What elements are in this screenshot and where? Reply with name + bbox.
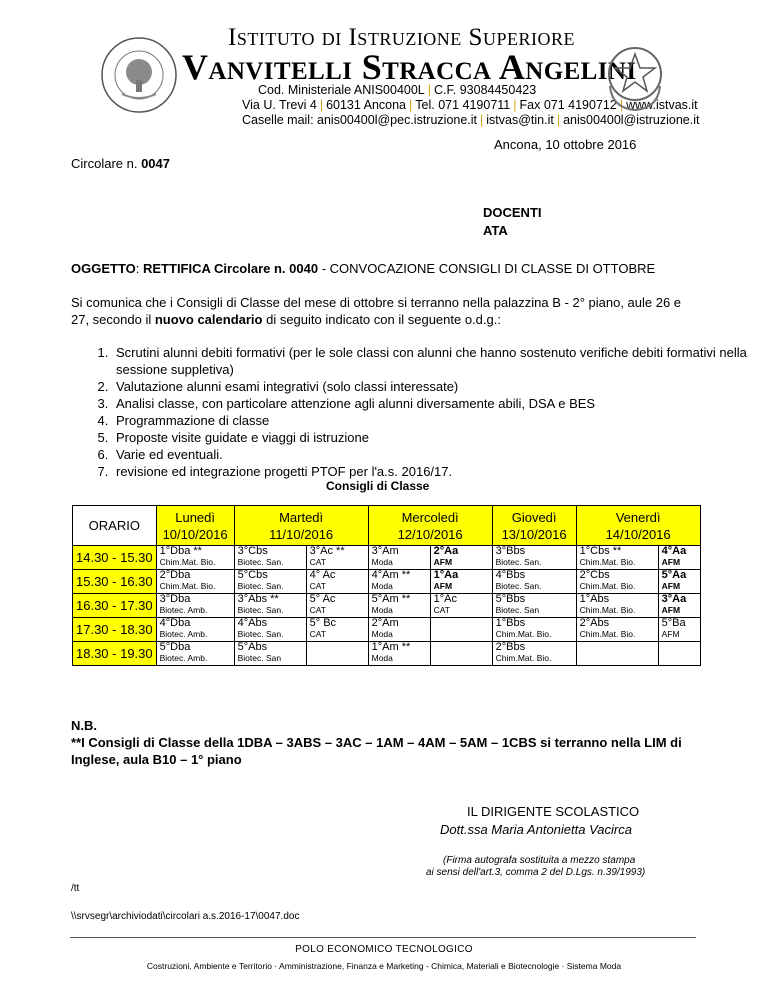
class-section: Chim.Mat. Bio. bbox=[159, 581, 216, 591]
schedule-cell bbox=[492, 618, 576, 642]
class-name: 5°Bbs bbox=[495, 593, 526, 605]
agenda-item: 2. Valutazione alunni esami integrativi (solo classi interessate) bbox=[112, 378, 752, 395]
class-name: 1°Dba ** bbox=[159, 545, 202, 557]
class-section: AFM bbox=[661, 581, 681, 591]
schedule-cell bbox=[234, 570, 306, 594]
codice-fiscale: C.F. 93084450423 bbox=[434, 83, 537, 97]
class-name: 3°Cbs bbox=[237, 545, 268, 557]
class-name: 1°Abs bbox=[579, 593, 610, 605]
class-name: 1°Cbs ** bbox=[579, 545, 622, 557]
day-header-friday bbox=[576, 506, 700, 546]
table-row bbox=[73, 594, 701, 618]
recipient-docenti: DOCENTI bbox=[483, 205, 542, 220]
class-name: 3°Abs ** bbox=[237, 593, 279, 605]
schedule-cell bbox=[234, 594, 306, 618]
schedule-cell bbox=[156, 546, 234, 570]
intro-line-2 bbox=[71, 312, 501, 327]
institute-name: Vanvitelli Stracca Angelini bbox=[182, 47, 637, 87]
initials: /tt bbox=[71, 883, 80, 894]
class-name: 3°Aa bbox=[661, 593, 687, 605]
time-slot: 15.30 - 16.30 bbox=[73, 570, 157, 594]
class-section: Chim.Mat. Bio. bbox=[579, 581, 636, 591]
schedule-cell bbox=[306, 594, 368, 618]
schedule-cell bbox=[492, 594, 576, 618]
footer-title: POLO ECONOMICO TECNOLOGICO bbox=[295, 944, 473, 955]
signature-name: Dott.ssa Maria Antonietta Vacirca bbox=[440, 822, 632, 837]
class-name: 4°Abs bbox=[237, 617, 268, 629]
class-name: 4°Aa bbox=[661, 545, 687, 557]
class-name: 5°Cbs bbox=[237, 569, 268, 581]
address-street: Via U. Trevi 4 bbox=[242, 98, 317, 112]
class-section: Biotec. San. bbox=[237, 581, 284, 591]
class-section: Biotec. Amb. bbox=[159, 653, 208, 663]
class-section: Biotec. Amb. bbox=[159, 605, 208, 615]
class-section: CAT bbox=[309, 557, 326, 567]
class-section: Moda bbox=[371, 629, 393, 639]
intro-line-1: Si comunica che i Consigli di Classe del mese di ottobre si terranno nella palazzina B - 2° piano, aule 26 e bbox=[71, 295, 682, 310]
file-path: \\srvsegr\archiviodati\circolari a.s.2016-17\0047.doc bbox=[71, 911, 300, 922]
schedule-cell bbox=[306, 618, 368, 642]
header-emails: Caselle mail: anis00400l@pec.istruzione.it | istvas@tin.it | anis00400l@istruzione.it bbox=[242, 113, 700, 127]
nb-title: N.B. bbox=[71, 718, 97, 733]
class-name: 1°Bbs bbox=[495, 617, 526, 629]
schedule-cell bbox=[658, 546, 700, 570]
day-date: 10/10/2016 bbox=[162, 526, 228, 542]
schedule-cell bbox=[234, 618, 306, 642]
class-section: Biotec. San bbox=[237, 653, 282, 663]
table-row bbox=[73, 618, 701, 642]
class-name: 5°Abs bbox=[237, 641, 268, 653]
agenda-item: 1. Scrutini alunni debiti formativi (per le sole classi con alunni che hanno sostenuto verifiche debiti formativi nella sessione suppletiva) bbox=[112, 344, 752, 378]
place-date: Ancona, 10 ottobre 2016 bbox=[494, 137, 637, 152]
time-slot: 17.30 - 18.30 bbox=[73, 618, 157, 642]
agenda-list bbox=[80, 344, 752, 480]
day-name: Lunedì bbox=[175, 509, 215, 525]
class-section: AFM bbox=[661, 629, 680, 639]
class-name: 2°Bbs bbox=[495, 641, 526, 653]
class-section: CAT bbox=[433, 605, 450, 615]
subject-sep: : bbox=[135, 261, 143, 276]
class-name: 2°Abs bbox=[579, 617, 610, 629]
day-name: Giovedì bbox=[511, 509, 557, 525]
schedule-cell bbox=[576, 618, 658, 642]
circolare-value: 0047 bbox=[141, 156, 170, 171]
agenda-item: 4. Programmazione di classe bbox=[112, 412, 752, 429]
table-row bbox=[73, 642, 701, 666]
agenda-item: 7. revisione ed integrazione progetti PTOF per l'a.s. 2016/17. bbox=[112, 463, 752, 480]
schedule-cell bbox=[430, 594, 492, 618]
address-tel: Tel. 071 4190711 bbox=[415, 98, 511, 112]
schedule-cell bbox=[430, 546, 492, 570]
class-section: Chim.Mat. Bio. bbox=[579, 629, 636, 639]
footer-item: Amministrazione, Finanza e Marketing - Chimica, Materiali e Biotecnologie bbox=[279, 961, 560, 971]
class-section: CAT bbox=[309, 629, 326, 639]
schedule-cell bbox=[430, 642, 492, 666]
day-date: 12/10/2016 bbox=[397, 526, 463, 542]
class-section: AFM bbox=[433, 557, 453, 567]
class-section: Chim.Mat. Bio. bbox=[159, 557, 216, 567]
schedule-cell bbox=[156, 642, 234, 666]
class-name: 4°Am ** bbox=[371, 569, 411, 581]
class-section: Chim.Mat. Bio. bbox=[495, 653, 552, 663]
circolare-number bbox=[71, 156, 170, 171]
schedule-cell bbox=[156, 594, 234, 618]
schedule-cell bbox=[368, 570, 430, 594]
circolare-label: Circolare n. bbox=[71, 156, 142, 171]
class-name: 3°Am bbox=[371, 545, 399, 557]
schedule-cell bbox=[492, 570, 576, 594]
class-name: 2°Aa bbox=[433, 545, 459, 557]
class-section: Biotec. San. bbox=[495, 581, 542, 591]
schedule-cell bbox=[658, 570, 700, 594]
address-web[interactable]: www.istvas.it bbox=[626, 98, 698, 112]
class-section: AFM bbox=[433, 581, 453, 591]
header-codes: Cod. Ministeriale ANIS00400L | C.F. 93084450423 bbox=[258, 83, 537, 97]
schedule-cell bbox=[306, 546, 368, 570]
class-section: Chim.Mat. Bio. bbox=[495, 629, 552, 639]
recipient-ata: ATA bbox=[483, 223, 508, 238]
subject-rest: - CONVOCAZIONE CONSIGLI DI CLASSE DI OTTOBRE bbox=[318, 261, 656, 276]
signature-note-1: (Firma autografa sostituita a mezzo stampa bbox=[443, 855, 636, 866]
intro-part-a: 27, secondo il bbox=[71, 312, 155, 327]
schedule-cell bbox=[234, 642, 306, 666]
class-section: AFM bbox=[661, 557, 681, 567]
schedule-cell bbox=[658, 594, 700, 618]
nb-line-2: Inglese, aula B10 – 1° piano bbox=[71, 752, 242, 767]
footer-item: Sistema Moda bbox=[566, 961, 622, 971]
class-name: 5°Dba bbox=[159, 641, 191, 653]
class-section: CAT bbox=[309, 581, 326, 591]
schedule-cell bbox=[576, 570, 658, 594]
day-name: Venerdì bbox=[615, 509, 661, 525]
day-header-monday bbox=[156, 506, 234, 546]
class-section: AFM bbox=[661, 605, 681, 615]
intro-new-calendar: nuovo calendario bbox=[154, 312, 263, 327]
class-name: 2°Dba bbox=[159, 569, 191, 581]
italian-republic-emblem-icon bbox=[600, 36, 670, 116]
class-section: Moda bbox=[371, 605, 393, 615]
table-row bbox=[73, 546, 701, 570]
day-date: 14/10/2016 bbox=[605, 526, 671, 542]
subject-rettifica: RETTIFICA Circolare n. 0040 bbox=[143, 261, 319, 276]
time-slot: 18.30 - 19.30 bbox=[73, 642, 157, 666]
class-section: Biotec. Amb. bbox=[159, 629, 208, 639]
class-name: 5°Aa bbox=[661, 569, 687, 581]
email-istruzione[interactable]: anis00400l@istruzione.it bbox=[563, 113, 700, 127]
day-header-tuesday bbox=[234, 506, 368, 546]
class-section: Moda bbox=[371, 653, 393, 663]
day-name: Mercoledì bbox=[401, 509, 459, 525]
class-name: 2°Am bbox=[371, 617, 399, 629]
class-section: Biotec. San bbox=[495, 605, 540, 615]
time-slot: 14.30 - 15.30 bbox=[73, 546, 157, 570]
schedule-cell bbox=[368, 618, 430, 642]
class-section: Biotec. San. bbox=[495, 557, 542, 567]
address-fax: Fax 071 4190712 bbox=[519, 98, 617, 112]
class-name: 4° Ac bbox=[309, 569, 336, 581]
schedule-cell bbox=[234, 546, 306, 570]
address-city: 60131 Ancona bbox=[326, 98, 407, 112]
header-orario: ORARIO bbox=[73, 506, 157, 546]
class-section: Biotec. San. bbox=[237, 605, 284, 615]
agenda-item: 5. Proposte visite guidate e viaggi di istruzione bbox=[112, 429, 752, 446]
schedule-cell bbox=[306, 642, 368, 666]
class-name: 2°Cbs bbox=[579, 569, 610, 581]
class-name: 3°Ac ** bbox=[309, 545, 345, 557]
schedule-cell bbox=[430, 618, 492, 642]
intro-part-c: di seguito indicato con il seguente o.d.g.: bbox=[262, 312, 501, 327]
footer-divider bbox=[70, 937, 696, 938]
schedule-cell bbox=[306, 570, 368, 594]
email-pec[interactable]: Caselle mail: anis00400l@pec.istruzione.it bbox=[242, 113, 478, 127]
schedule-cell bbox=[368, 546, 430, 570]
day-date: 11/10/2016 bbox=[269, 526, 334, 542]
day-header-wednesday bbox=[368, 506, 492, 546]
class-section: Chim.Mat. Bio. bbox=[579, 605, 636, 615]
class-section: Biotec. San. bbox=[237, 557, 284, 567]
class-name: 1°Am ** bbox=[371, 641, 411, 653]
schedule-cell bbox=[492, 546, 576, 570]
class-name: 3°Dba bbox=[159, 593, 191, 605]
class-section: Moda bbox=[371, 581, 393, 591]
nb-line-1: **I Consigli di Classe della 1DBA – 3ABS – 3AC – 1AM – 4AM – 5AM – 1CBS si terranno nella LIM di bbox=[71, 735, 682, 750]
schedule-cell bbox=[658, 642, 700, 666]
schedule-cell bbox=[576, 594, 658, 618]
schedule-cell bbox=[576, 642, 658, 666]
time-slot: 16.30 - 17.30 bbox=[73, 594, 157, 618]
class-name: 5° Ac bbox=[309, 593, 336, 605]
class-section: Moda bbox=[371, 557, 393, 567]
footer-sections: Costruzioni, Ambiente e Territorio · Amministrazione, Finanza e Marketing - Chimica, Materiali e Biotecnologie · Sistema Moda bbox=[146, 961, 622, 971]
day-date: 13/10/2016 bbox=[501, 526, 567, 542]
class-name: 3°Bbs bbox=[495, 545, 526, 557]
day-header-thursday bbox=[492, 506, 576, 546]
class-section: Chim.Mat. Bio. bbox=[579, 557, 636, 567]
email-tin[interactable]: istvas@tin.it bbox=[486, 113, 554, 127]
subject bbox=[71, 261, 655, 276]
schedule-cell bbox=[430, 570, 492, 594]
schedule-cell bbox=[368, 594, 430, 618]
schedule-cell bbox=[156, 570, 234, 594]
class-name: 5°Am ** bbox=[371, 593, 411, 605]
footer-item: Costruzioni, Ambiente e Territorio bbox=[146, 961, 272, 971]
class-name: 5°Ba bbox=[661, 617, 686, 629]
class-name: 1°Ac bbox=[433, 593, 457, 605]
class-name: 5° Bc bbox=[309, 617, 337, 629]
day-name: Martedì bbox=[279, 509, 324, 525]
table-title: Consigli di Classe bbox=[326, 479, 430, 493]
header-address: Via U. Trevi 4 | 60131 Ancona | Tel. 071 4190711 | Fax 071 4190712 | www.istvas.it bbox=[242, 98, 698, 112]
class-section: CAT bbox=[309, 605, 326, 615]
signature-note-2: ai sensi dell'art.3, comma 2 del D.Lgs. n.39/1993) bbox=[426, 867, 646, 878]
schedule-cell bbox=[156, 618, 234, 642]
code-ministeriale: Cod. Ministeriale ANIS00400L bbox=[258, 83, 425, 97]
class-name: 4°Bbs bbox=[495, 569, 526, 581]
agenda-item: 3. Analisi classe, con particolare attenzione agli alunni diversamente abili, DSA e BES bbox=[112, 395, 752, 412]
schedule-cell bbox=[492, 642, 576, 666]
class-section: Biotec. San. bbox=[237, 629, 284, 639]
schedule-table bbox=[72, 505, 701, 666]
agenda-item: 6. Varie ed eventuali. bbox=[112, 446, 752, 463]
schedule-cell bbox=[368, 642, 430, 666]
table-row bbox=[73, 570, 701, 594]
institute-type: Istituto di Istruzione Superiore bbox=[228, 24, 575, 51]
subject-label: OGGETTO bbox=[71, 261, 136, 276]
signature-role: IL DIRIGENTE SCOLASTICO bbox=[467, 804, 640, 819]
schedule-cell bbox=[576, 546, 658, 570]
schedule-cell bbox=[658, 618, 700, 642]
class-name: 4°Dba bbox=[159, 617, 191, 629]
class-name: 1°Aa bbox=[433, 569, 459, 581]
